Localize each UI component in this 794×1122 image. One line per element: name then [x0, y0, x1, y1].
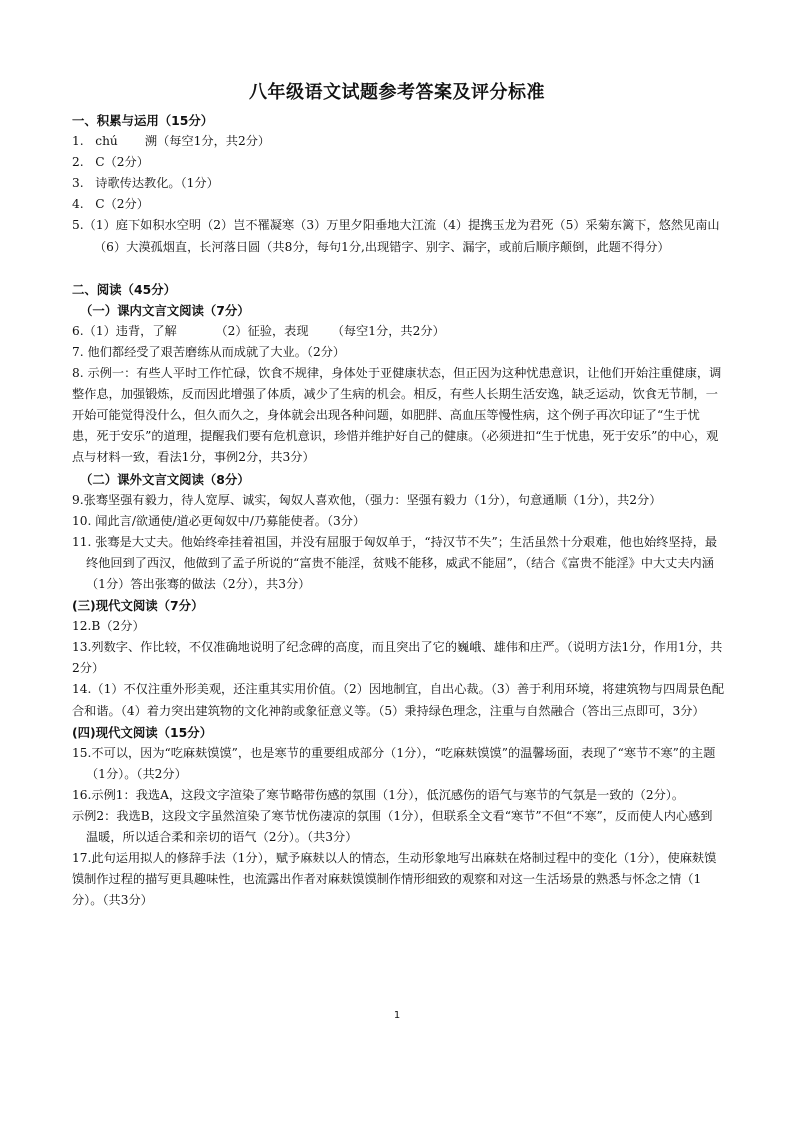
- answer-1: 1. chú 溯（每空1分，共2分）: [72, 134, 271, 149]
- answer-15: 15.不可以，因为“吃麻麸馍馍”，也是寒节的重要组成部分（1分），“吃麻麸馍馍”的温馨场面，表现了“寒节不寒”的主题（1分）。（共2分）: [72, 745, 716, 781]
- answer-10: 10. 闻此言/欲通使/道必更匈奴中/乃募能使者。（3分）: [72, 513, 366, 528]
- answer-13: 13.列数字、作比较，不仅准确地说明了纪念碑的高度，而且突出了它的巍峨、雄伟和庄严。（说明方法1分，作用1分，共2分）: [72, 640, 723, 676]
- subsection-heading-2: （二）课外文言文阅读（8分）: [80, 471, 250, 487]
- answer-11: 11. 张骞是大丈夫。他始终牵挂着祖国，并没有屈服于匈奴单于，“持汉节不失”；生活虽然十分艰难，他也始终坚持，最终他回到了西汉，他做到了孟子所说的“富贵不能淫，贫贱不能移，威武不能屈”，（结合《富贵不能淫》中大丈夫内涵（1分）答出张骞的做法（2分），共3分）: [72, 534, 718, 591]
- section-heading-2: 二、阅读（45分）: [72, 281, 176, 297]
- answer-12: 12.B（2分）: [72, 619, 145, 634]
- answer-3: 3. 诗歌传达教化。（1分）: [72, 176, 219, 191]
- section-heading-1: 一、积累与运用（15分）: [72, 113, 214, 128]
- answer-9: 9.张骞坚强有毅力，待人宽厚、诚实，匈奴人喜欢他，（强力：坚强有毅力（1分），句意通顺（1分），共2分）: [72, 492, 662, 507]
- answer-8: 8. 示例一：有些人平时工作忙碌，饮食不规律，身体处于亚健康状态，但正因为这种忧患意识，让他们开始注重健康，调整作息，加强锻炼，反而因此增强了体质，减少了生病的机会。相反，有些人长期生活安逸，缺乏运动，饮食无节制，一开始可能觉得没什么，但久而久之，身体就会出现各种问题，如肥胖、高血压等慢性病，这个例子再次印证了“生于忧患，死于安乐”的道理，提醒我们要有危机意识，珍惜并维护好自己的健康。（必须进扣“生于忧患，死于安乐”的中心，观点与材料一致，看法1分，事例2分，共3分）: [72, 366, 722, 465]
- page-title: 八年级语文试题参考答案及评分标准: [249, 82, 545, 103]
- subsection-heading-1: （一）课内文言文阅读（7分）: [80, 302, 250, 318]
- answer-content: [72, 110, 724, 911]
- answer-14: 14.（1）不仅注重外形美观，还注重其实用价值。（2）因地制宜，自出心裁。（3）善于利用环境，将建筑物与四周景色配合和谐。（4）着力突出建筑物的文化神韵或象征意义等。（5）秉持绿色理念，注重与自然融合（答出三点即可，3分）: [72, 682, 725, 718]
- subsection-heading-4: (四)现代文阅读（15分）: [72, 724, 213, 740]
- answer-16-example-2: 示例2：我选B，这段文字虽然渲染了寒节忧伤凄凉的氛围（1分），但联系全文看“寒节”不但“不寒”，反而使人内心感到温暖，所以适合柔和亲切的语气（2分）。（共3分）: [72, 809, 713, 845]
- answer-16-example-1: 16.示例1：我选A，这段文字渲染了寒节略带伤感的氛围（1分），低沉感伤的语气与寒节的气氛是一致的（2分）。: [72, 787, 685, 802]
- subsection-heading-3: (三)现代文阅读（7分）: [72, 598, 204, 614]
- section-gap: [72, 258, 724, 279]
- answer-6: 6.（1）违背，了解 （2）征验，表现 （每空1分，共2分）: [72, 323, 445, 338]
- answer-5: 5.（1）庭下如积水空明（2）岂不罹凝寒（3）万里夕阳垂地大江流（4）提携玉龙为君死（5）采菊东篱下，悠然见南山（6）大漠孤烟直，长河落日圆（共8分，每句1分,出现错字、别字、漏字，或前后顺序颠倒，此题不得分）: [72, 218, 720, 254]
- page-number: 1: [393, 1010, 401, 1021]
- answer-17: 17.此句运用拟人的修辞手法（1分），赋予麻麸以人的情态，生动形象地写出麻麸在烙制过程中的变化（1分），使麻麸馍馍制作过程的描写更具趣味性，也流露出作者对麻麸馍馍制作情形细致的观察和对这一生活场景的熟悉与怀念之情（1分）。（共3分）: [72, 851, 717, 908]
- answer-7: 7. 他们都经受了艰苦磨练从而成就了大业。（2分）: [72, 344, 346, 359]
- answer-4: 4. C（2分）: [72, 197, 149, 212]
- answer-2: 2. C（2分）: [72, 155, 149, 170]
